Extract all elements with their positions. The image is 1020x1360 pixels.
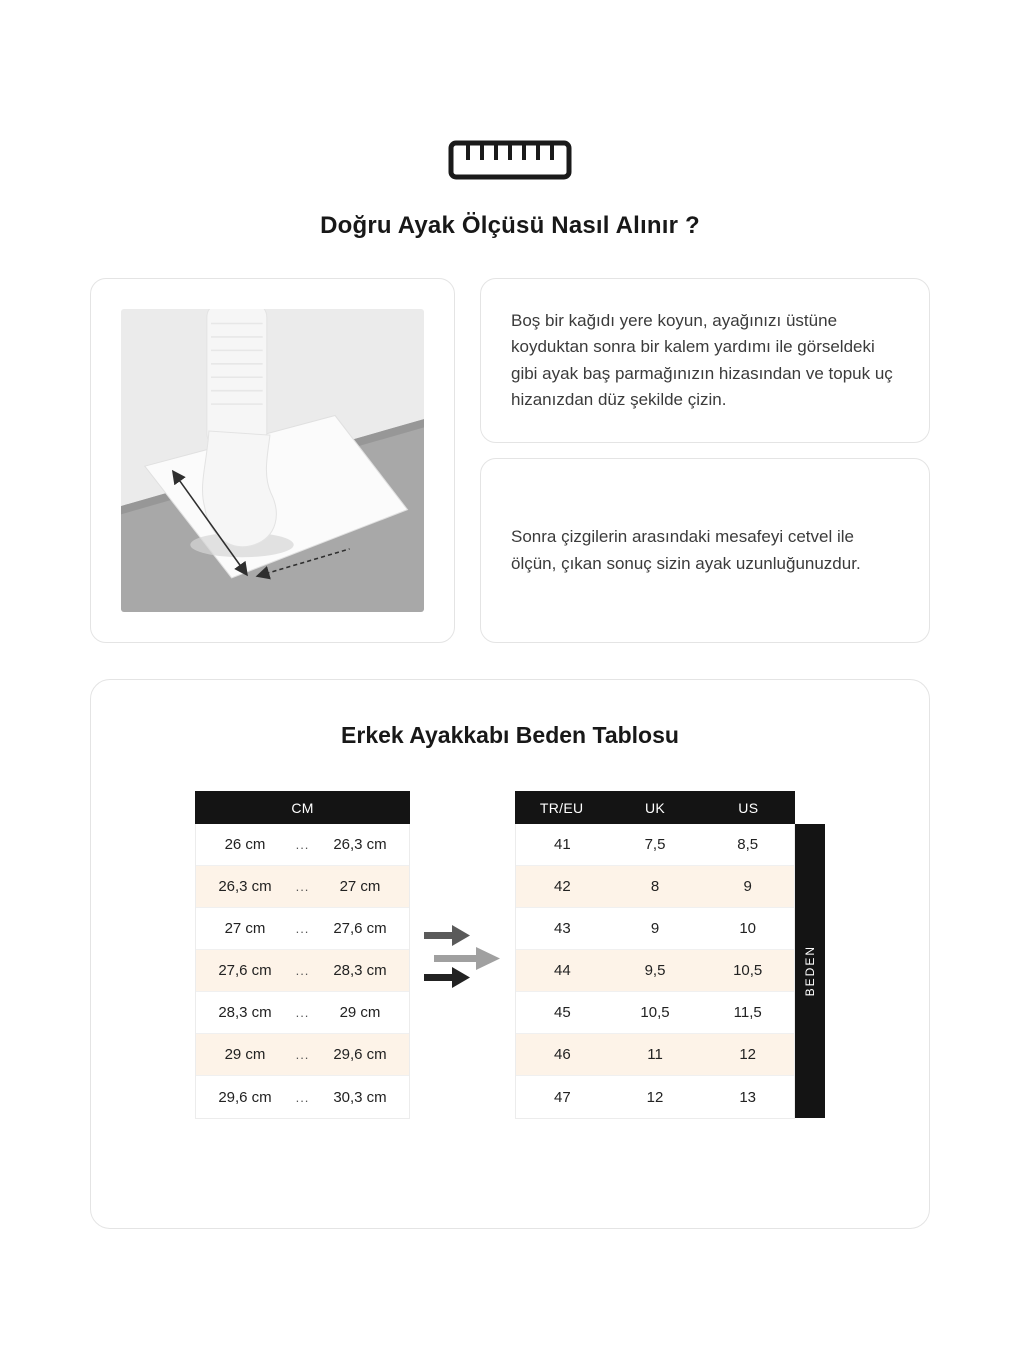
cm-separator: ... xyxy=(295,879,310,894)
size-conversion-table xyxy=(515,791,795,1119)
size-cell-treu: 46 xyxy=(553,1046,571,1063)
header-cell-us: US xyxy=(738,799,759,816)
cm-from-cell: 27 cm xyxy=(224,920,266,937)
measurement-photo-card xyxy=(90,278,455,643)
header-cell-uk: UK xyxy=(644,799,666,816)
size-cell-treu: 47 xyxy=(553,1088,571,1106)
size-cell-us: 11,5 xyxy=(733,1004,762,1021)
cm-from-cell: 27,6 cm xyxy=(218,962,272,979)
cm-to-cell: 29 cm xyxy=(339,1004,381,1021)
size-table-row xyxy=(516,992,794,1034)
cm-table-row xyxy=(196,908,409,950)
cm-table-body xyxy=(195,824,410,1119)
cm-table-row xyxy=(196,992,409,1034)
size-table-title: Erkek Ayakkabı Beden Tablosu xyxy=(341,722,679,748)
cm-table-row xyxy=(196,866,409,908)
instruction-steps xyxy=(480,278,930,643)
beden-label: BEDEN xyxy=(803,945,817,997)
cm-table-row xyxy=(196,1076,409,1118)
cm-from-cell: 26,3 cm xyxy=(218,878,272,895)
cm-separator: ... xyxy=(295,921,310,936)
size-conversion-table-wrap xyxy=(515,791,825,1119)
cm-from-cell: 29 cm xyxy=(224,1046,266,1063)
cm-separator: ... xyxy=(295,837,310,852)
size-cell-uk: 12 xyxy=(646,1088,664,1106)
size-table-card xyxy=(90,679,930,1229)
cm-table xyxy=(195,791,410,1119)
size-cell-uk: 9,5 xyxy=(644,962,666,979)
size-table-row xyxy=(516,1034,794,1076)
cm-to-cell: 27 cm xyxy=(339,878,381,895)
cm-separator: ... xyxy=(295,963,310,978)
size-cell-us: 12 xyxy=(739,1046,757,1063)
size-cell-us: 10 xyxy=(739,920,757,937)
cm-table-header: CM xyxy=(195,791,410,824)
size-cell-us: 9 xyxy=(743,878,752,895)
cm-from-cell: 26 cm xyxy=(224,836,266,853)
cm-to-cell: 26,3 cm xyxy=(333,836,387,853)
instruction-step-2-text: Sonra çizgilerin arasındaki mesafeyi cetvel ile ölçün, çıkan sonuç sizin ayak uzunluğunuzdur. xyxy=(511,527,861,573)
size-table-header xyxy=(515,791,795,824)
size-cell-uk: 9 xyxy=(650,920,660,937)
cm-table-row xyxy=(196,1034,409,1076)
cm-separator: ... xyxy=(295,1047,310,1062)
instruction-step-1 xyxy=(480,278,930,443)
size-cell-treu: 44 xyxy=(553,962,571,979)
beden-side-bar xyxy=(795,824,825,1118)
conversion-arrows-wrap xyxy=(410,922,515,988)
size-table-row xyxy=(516,908,794,950)
instruction-step-2 xyxy=(480,458,930,643)
cm-from-cell: 28,3 cm xyxy=(218,1004,272,1021)
size-cell-treu: 42 xyxy=(553,878,571,895)
cm-separator: ... xyxy=(295,1005,310,1020)
size-cell-uk: 8 xyxy=(650,878,660,895)
size-table-row xyxy=(516,950,794,992)
ruler-icon xyxy=(448,140,572,180)
cm-to-cell: 28,3 cm xyxy=(333,962,387,979)
size-guide-page xyxy=(90,0,930,1229)
cm-from-cell: 29,6 cm xyxy=(218,1088,272,1106)
size-cell-us: 10,5 xyxy=(733,962,763,979)
size-cell-uk: 7,5 xyxy=(644,836,666,853)
ruler-icon-wrap xyxy=(90,140,930,180)
how-to-section xyxy=(90,278,930,643)
size-table-row xyxy=(516,1076,794,1118)
size-table-body xyxy=(515,824,795,1119)
size-cell-treu: 41 xyxy=(553,836,571,853)
cm-table-row xyxy=(196,950,409,992)
size-cell-uk: 10,5 xyxy=(640,1004,670,1021)
size-table-row xyxy=(516,866,794,908)
page-title: Doğru Ayak Ölçüsü Nasıl Alınır ? xyxy=(320,212,700,239)
cm-to-cell: 27,6 cm xyxy=(333,920,387,937)
size-cell-treu: 45 xyxy=(553,1004,571,1021)
cm-to-cell: 30,3 cm xyxy=(333,1088,387,1106)
size-tables-row xyxy=(91,791,929,1119)
cm-separator: ... xyxy=(295,1089,310,1105)
instruction-step-1-text: Boş bir kağıdı yere koyun, ayağınızı üstüne koyduktan sonra bir kalem yardımı ile görseldeki gibi ayak baş parmağınızın hizasından ve topuk uç hizanızdan düz şekilde çizin. xyxy=(511,310,893,409)
foot-measurement-illustration xyxy=(121,309,424,612)
size-cell-us: 13 xyxy=(739,1088,757,1106)
size-cell-treu: 43 xyxy=(553,920,571,937)
header-cell-treu: TR/EU xyxy=(539,799,584,816)
size-cell-uk: 11 xyxy=(647,1046,663,1063)
size-cell-us: 8,5 xyxy=(737,836,759,853)
triple-right-arrows-icon xyxy=(424,922,502,988)
cm-table-row xyxy=(196,824,409,866)
cm-to-cell: 29,6 cm xyxy=(333,1046,387,1063)
size-table-row xyxy=(516,824,794,866)
